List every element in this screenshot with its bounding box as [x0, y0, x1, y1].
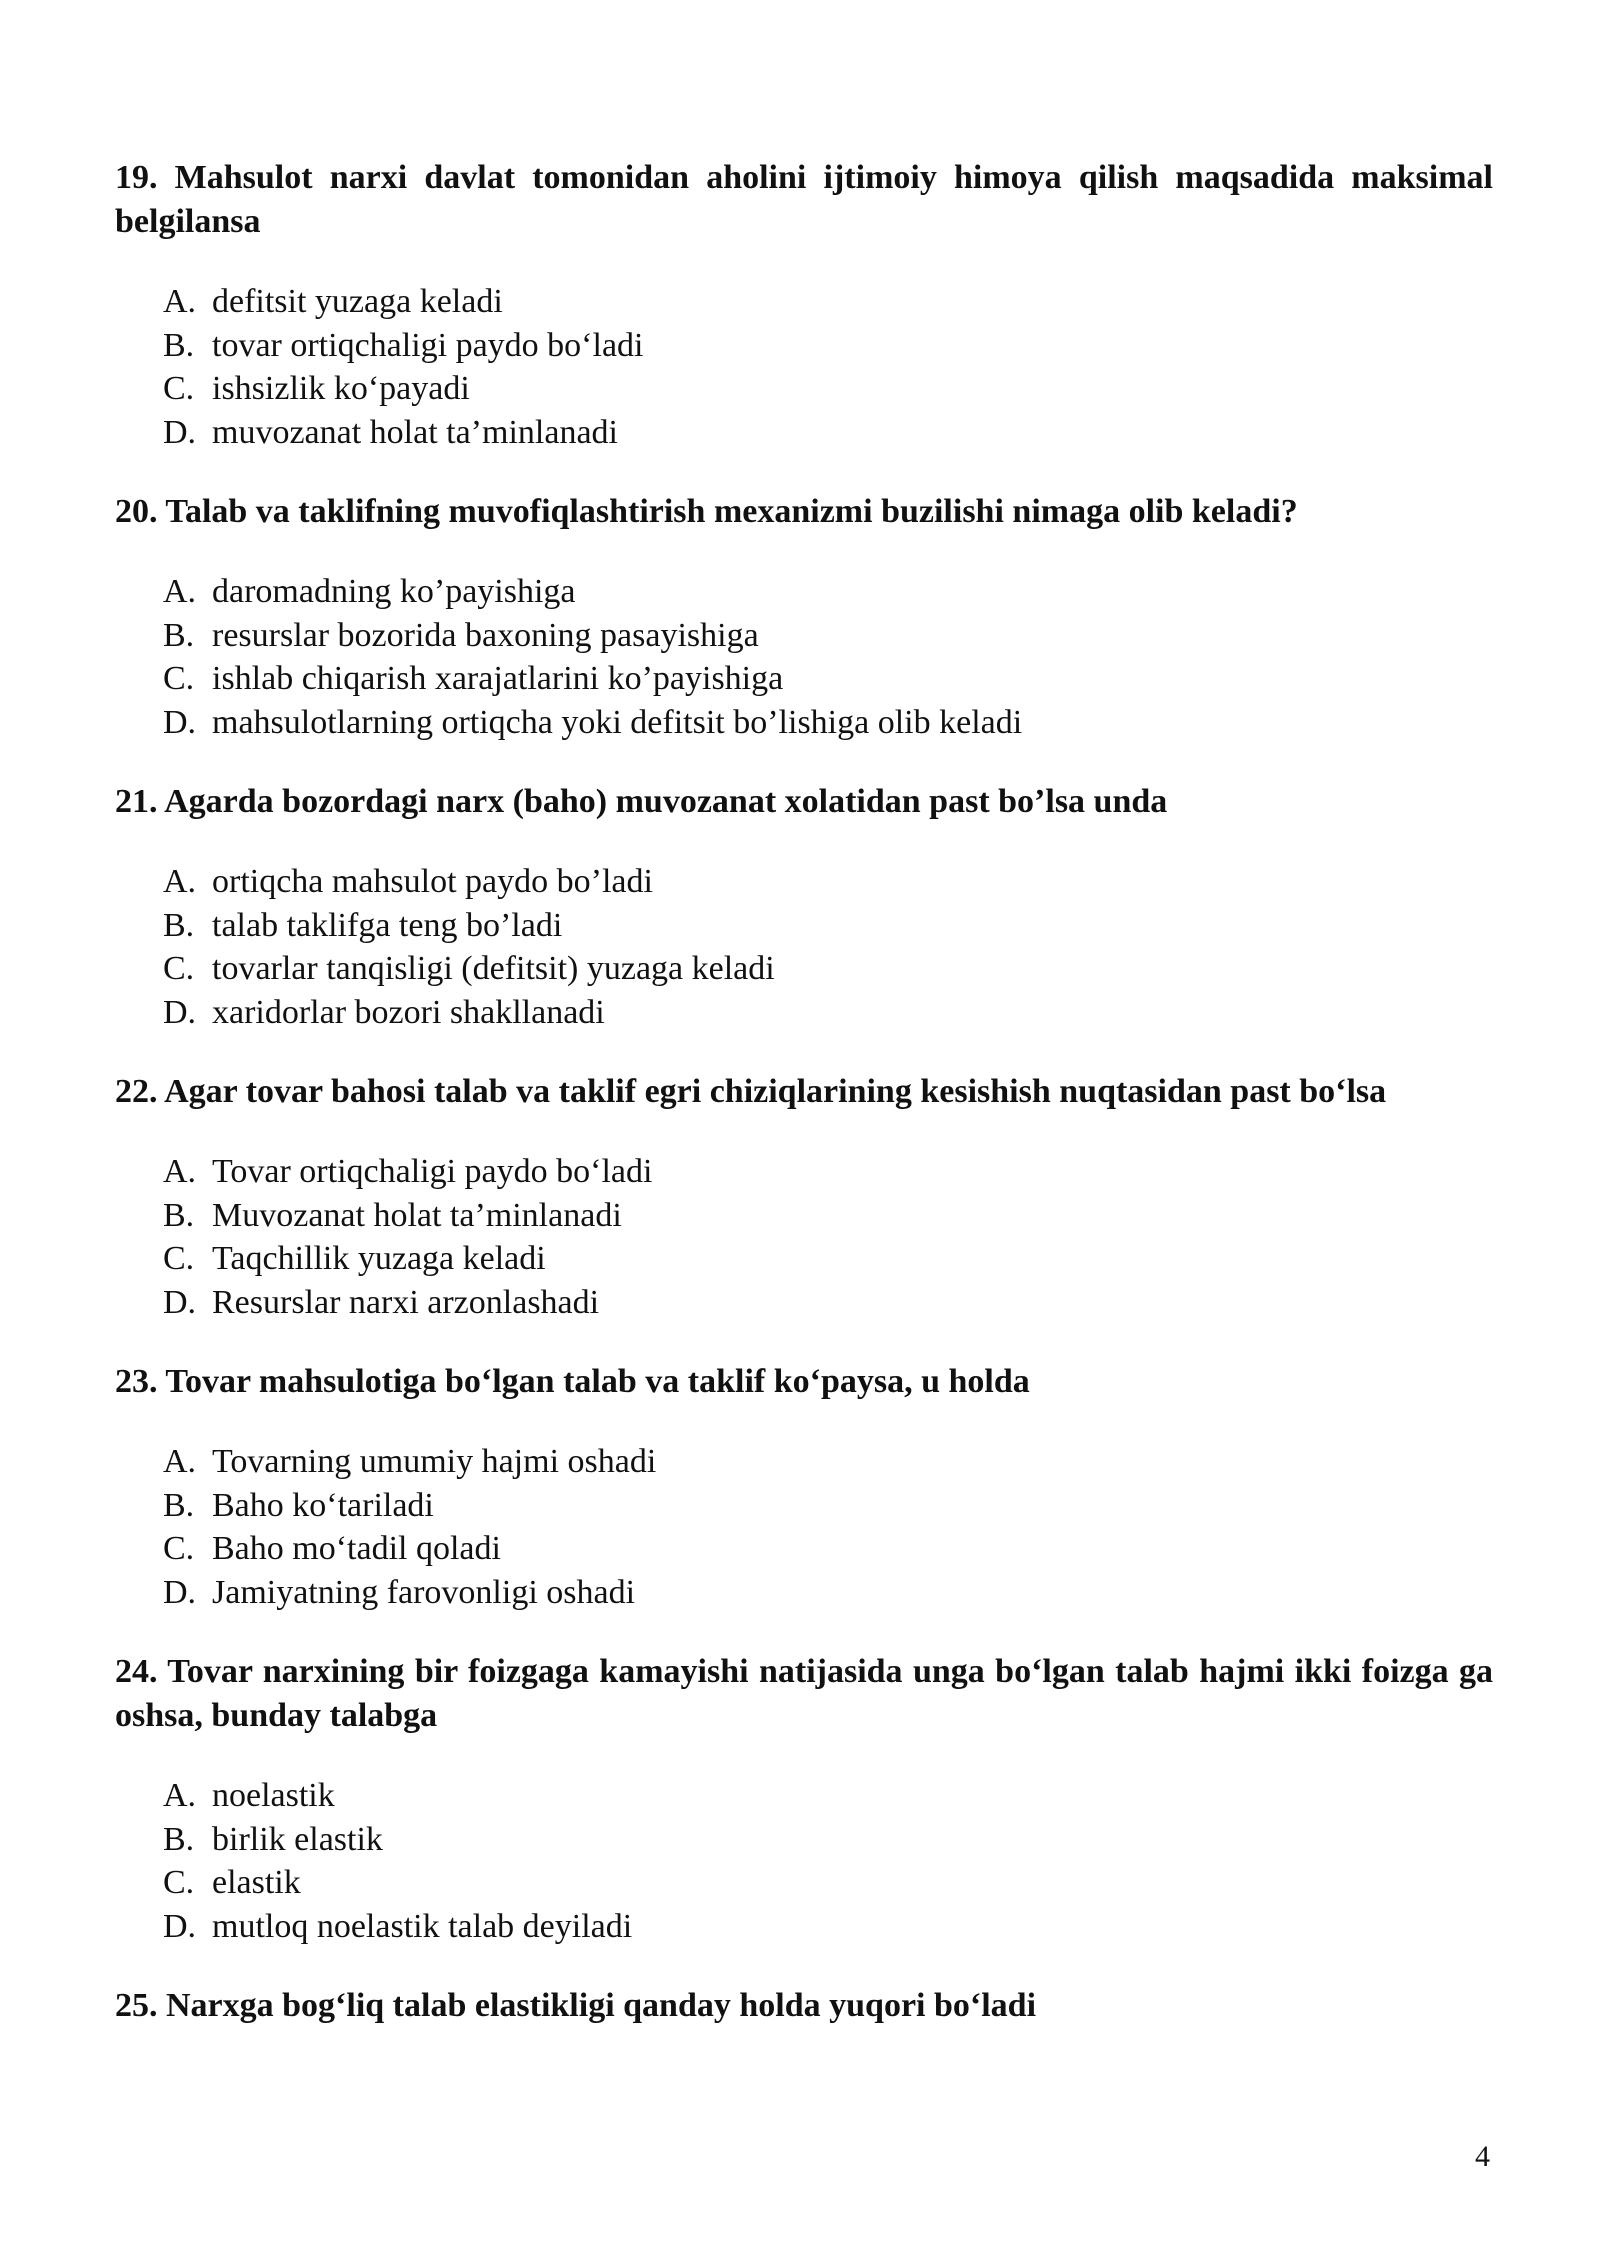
option-text: Resurslar narxi arzonlashadi: [212, 1283, 600, 1321]
answer-option: [163, 324, 1493, 368]
answer-options: [115, 280, 1493, 454]
answer-option: [163, 280, 1493, 324]
option-letter: D.: [163, 703, 197, 741]
option-text: elastik: [212, 1864, 301, 1901]
question-block: [115, 1650, 1493, 1948]
option-letter: D.: [163, 993, 197, 1031]
answer-option: [163, 657, 1493, 701]
option-letter: C.: [163, 1530, 195, 1567]
answer-option: [163, 367, 1493, 411]
option-letter: A.: [163, 283, 197, 320]
option-letter: C.: [163, 370, 195, 407]
answer-option: [163, 570, 1493, 614]
question-block: [115, 490, 1493, 744]
option-letter: B.: [163, 906, 195, 944]
option-text: resurslar bozorida baxoning pasayishiga: [212, 616, 759, 654]
option-letter: A.: [163, 573, 197, 610]
answer-options: [115, 1150, 1493, 1324]
question-text: 25. Narxga bog‘liq talab elastikligi qanday holda yuqori bo‘ladi: [115, 1987, 1037, 2024]
option-letter: A.: [163, 1777, 197, 1814]
option-text: Tovar ortiqchaligi paydo bo‘ladi: [212, 1153, 653, 1190]
option-text: tovar ortiqchaligi paydo bo‘ladi: [212, 326, 644, 364]
option-letter: C.: [163, 660, 195, 697]
answer-option: [163, 701, 1493, 745]
option-text: Baho mo‘tadil qoladi: [212, 1530, 501, 1567]
option-letter: B.: [163, 326, 195, 364]
answer-option: [163, 991, 1493, 1035]
question-block: [115, 780, 1493, 1034]
option-text: Muvozanat holat ta’minlanadi: [212, 1196, 622, 1234]
option-letter: A.: [163, 863, 197, 900]
answer-option: [163, 947, 1493, 991]
option-text: Tovarning umumiy hajmi oshadi: [212, 1443, 657, 1480]
page-number: 4: [1475, 2140, 1490, 2173]
answer-option: [163, 614, 1493, 658]
question-text: 19. Mahsulot narxi davlat tomonidan aholini ijtimoiy himoya qilish maqsadida maksimal belgilansa: [115, 159, 1493, 240]
option-text: daromadning ko’payishiga: [212, 573, 576, 610]
option-letter: D.: [163, 1907, 197, 1945]
option-letter: B.: [163, 1820, 195, 1858]
option-text: mutloq noelastik talab deyiladi: [212, 1907, 633, 1945]
question-text: 24. Tovar narxining bir foizgaga kamayishi natijasida unga bo‘lgan talab hajmi ikki foizga ga oshsa, bunday talabga: [115, 1653, 1493, 1734]
option-text: ishsizlik ko‘payadi: [212, 370, 470, 407]
question-text: 20. Talab va taklifning muvofiqlashtirish mexanizmi buzilishi nimaga olib keladi?: [115, 493, 1298, 530]
option-text: Taqchillik yuzaga keladi: [212, 1240, 546, 1277]
question-block: [115, 156, 1493, 454]
option-text: talab taklifga teng bo’ladi: [212, 906, 563, 944]
answer-option: [163, 860, 1493, 904]
question-text: 21. Agarda bozordagi narx (baho) muvozanat xolatidan past bo’lsa unda: [115, 783, 1168, 820]
option-letter: D.: [163, 413, 197, 451]
answer-option: [163, 1571, 1493, 1615]
option-letter: D.: [163, 1283, 197, 1321]
question-block: [115, 1360, 1493, 1614]
option-text: Jamiyatning farovonligi oshadi: [212, 1573, 636, 1611]
option-letter: D.: [163, 1573, 197, 1611]
question-list: [115, 156, 1493, 2064]
option-letter: B.: [163, 616, 195, 654]
answer-option: [163, 1818, 1493, 1862]
answer-option: [163, 411, 1493, 455]
option-letter: C.: [163, 950, 195, 987]
option-text: ishlab chiqarish xarajatlarini ko’payishiga: [212, 660, 784, 697]
answer-option: [163, 1281, 1493, 1325]
answer-options: [115, 1440, 1493, 1614]
answer-option: [163, 1194, 1493, 1238]
question-text: 23. Tovar mahsulotiga bo‘lgan talab va taklif ko‘paysa, u holda: [115, 1363, 1030, 1400]
option-letter: C.: [163, 1864, 195, 1901]
answer-option: [163, 1150, 1493, 1194]
option-text: defitsit yuzaga keladi: [212, 283, 503, 320]
question-block: [115, 1070, 1493, 1324]
option-letter: A.: [163, 1443, 197, 1480]
answer-option: [163, 1237, 1493, 1281]
answer-options: [115, 860, 1493, 1034]
option-text: ortiqcha mahsulot paydo bo’ladi: [212, 863, 653, 900]
option-text: Baho ko‘tariladi: [212, 1486, 434, 1524]
answer-option: [163, 1774, 1493, 1818]
option-letter: C.: [163, 1240, 195, 1277]
question-block: [115, 1984, 1493, 2028]
answer-options: [115, 570, 1493, 744]
answer-option: [163, 1440, 1493, 1484]
question-text: 22. Agar tovar bahosi talab va taklif egri chiziqlarining kesishish nuqtasidan past bo‘lsa: [115, 1073, 1387, 1110]
option-text: xaridorlar bozori shakllanadi: [212, 993, 605, 1031]
option-letter: B.: [163, 1486, 195, 1524]
option-text: birlik elastik: [212, 1820, 383, 1858]
option-text: tovarlar tanqisligi (defitsit) yuzaga keladi: [212, 950, 775, 987]
answer-option: [163, 1861, 1493, 1905]
answer-option: [163, 1484, 1493, 1528]
answer-option: [163, 1527, 1493, 1571]
option-text: muvozanat holat ta’minlanadi: [212, 413, 618, 451]
answer-option: [163, 904, 1493, 948]
option-text: mahsulotlarning ortiqcha yoki defitsit bo’lishiga olib keladi: [212, 703, 1023, 741]
answer-option: [163, 1905, 1493, 1949]
option-letter: A.: [163, 1153, 197, 1190]
option-letter: B.: [163, 1196, 195, 1234]
answer-options: [115, 1774, 1493, 1948]
option-text: noelastik: [212, 1777, 335, 1814]
